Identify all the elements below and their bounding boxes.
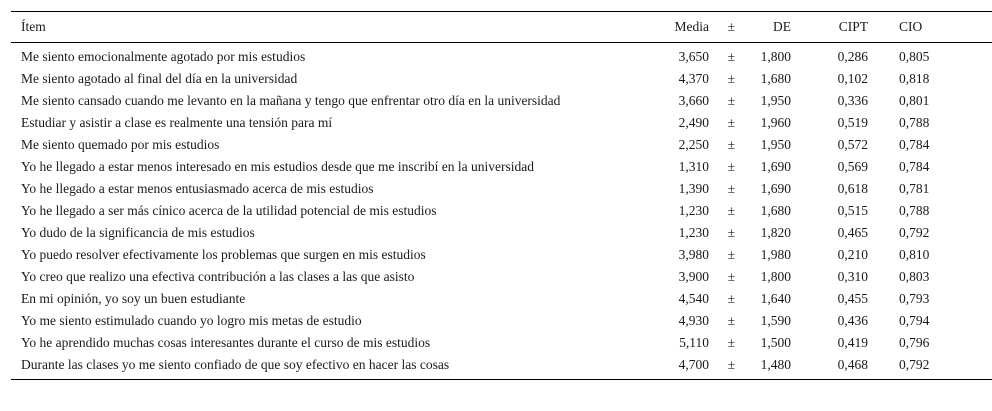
row-cio: 0,803 (899, 269, 930, 284)
table-row (11, 244, 992, 266)
table-header (11, 12, 992, 43)
row-plus-minus: ± (727, 291, 735, 306)
table-row (11, 178, 992, 200)
row-cipt: 0,210 (837, 247, 868, 262)
table-row (11, 68, 992, 90)
row-item: Yo puedo resolver efectivamente los problemas que surgen en mis estudios (21, 247, 426, 262)
header-plus-minus: ± (727, 19, 735, 34)
row-cio: 0,793 (899, 291, 930, 306)
row-plus-minus: ± (727, 335, 735, 350)
row-cio: 0,792 (899, 225, 930, 240)
table-row (11, 112, 992, 134)
row-item: Me siento agotado al final del día en la universidad (21, 71, 298, 86)
row-media: 1,230 (678, 225, 709, 240)
row-plus-minus: ± (727, 203, 735, 218)
table-body (11, 43, 992, 380)
row-media: 4,540 (678, 291, 709, 306)
table-row (11, 354, 992, 380)
row-cio: 0,818 (899, 71, 930, 86)
row-de: 1,950 (760, 93, 791, 108)
header-de: DE (773, 19, 791, 34)
header-cio: CIO (899, 19, 923, 34)
row-plus-minus: ± (727, 71, 735, 86)
row-item: Durante las clases yo me siento confiado de que soy efectivo en hacer las cosas (21, 357, 450, 372)
row-item: Me siento cansado cuando me levanto en la mañana y tengo que enfrentar otro día en la universidad (21, 93, 561, 108)
row-cipt: 0,465 (837, 225, 868, 240)
row-media: 2,250 (678, 137, 709, 152)
row-cio: 0,805 (899, 49, 930, 64)
row-cipt: 0,569 (837, 159, 868, 174)
table-row (11, 310, 992, 332)
row-plus-minus: ± (727, 137, 735, 152)
row-cipt: 0,515 (837, 203, 868, 218)
row-media: 1,310 (678, 159, 709, 174)
row-cio: 0,784 (899, 137, 930, 152)
row-cio: 0,810 (899, 247, 930, 262)
row-de: 1,680 (760, 71, 791, 86)
row-media: 1,230 (678, 203, 709, 218)
row-media: 4,930 (678, 313, 709, 328)
row-cio: 0,801 (899, 93, 930, 108)
row-item: Yo creo que realizo una efectiva contribución a las clases a las que asisto (21, 269, 415, 284)
row-item: Yo me siento estimulado cuando yo logro mis metas de estudio (21, 313, 362, 328)
table-row (11, 222, 992, 244)
header-cipt: CIPT (838, 19, 868, 34)
table-row (11, 332, 992, 354)
row-cio: 0,784 (899, 159, 930, 174)
table-row (11, 43, 992, 69)
row-media: 3,900 (678, 269, 709, 284)
header-media: Media (674, 19, 709, 34)
row-plus-minus: ± (727, 49, 735, 64)
row-cio: 0,796 (899, 335, 930, 350)
row-media: 1,390 (678, 181, 709, 196)
row-de: 1,820 (760, 225, 791, 240)
row-de: 1,690 (760, 159, 791, 174)
header-row (11, 12, 992, 43)
row-item: En mi opinión, yo soy un buen estudiante (21, 291, 246, 306)
row-cipt: 0,519 (837, 115, 868, 130)
row-media: 3,660 (678, 93, 709, 108)
row-item: Yo he llegado a estar menos interesado en mis estudios desde que me inscribí en la universidad (21, 159, 535, 174)
row-media: 5,110 (679, 335, 709, 350)
row-plus-minus: ± (727, 269, 735, 284)
row-de: 1,800 (760, 49, 791, 64)
results-table-container (11, 11, 980, 380)
row-de: 1,500 (760, 335, 791, 350)
row-plus-minus: ± (727, 181, 735, 196)
header-item: Ítem (21, 19, 46, 34)
row-cipt: 0,618 (837, 181, 868, 196)
row-cipt: 0,310 (837, 269, 868, 284)
row-plus-minus: ± (727, 159, 735, 174)
row-plus-minus: ± (727, 313, 735, 328)
row-item: Estudiar y asistir a clase es realmente una tensión para mí (21, 115, 333, 130)
table-row (11, 288, 992, 310)
row-cipt: 0,286 (837, 49, 868, 64)
row-de: 1,800 (760, 269, 791, 284)
row-de: 1,640 (760, 291, 791, 306)
row-cipt: 0,468 (837, 357, 868, 372)
table-row (11, 134, 992, 156)
row-item: Yo dudo de la significancia de mis estudios (21, 225, 255, 240)
row-cipt: 0,102 (837, 71, 868, 86)
row-item: Yo he aprendido muchas cosas interesantes durante el curso de mis estudios (21, 335, 431, 350)
row-cio: 0,781 (899, 181, 930, 196)
row-cipt: 0,436 (837, 313, 868, 328)
row-item: Yo he llegado a ser más cínico acerca de la utilidad potencial de mis estudios (21, 203, 437, 218)
row-plus-minus: ± (727, 93, 735, 108)
table-row (11, 200, 992, 222)
row-media: 3,980 (678, 247, 709, 262)
row-de: 1,950 (760, 137, 791, 152)
row-plus-minus: ± (727, 357, 735, 372)
table-row (11, 90, 992, 112)
row-de: 1,680 (760, 203, 791, 218)
row-cio: 0,788 (899, 203, 930, 218)
table-row (11, 156, 992, 178)
row-cio: 0,792 (899, 357, 930, 372)
row-item: Me siento quemado por mis estudios (21, 137, 220, 152)
row-cipt: 0,336 (837, 93, 868, 108)
row-media: 2,490 (678, 115, 709, 130)
row-de: 1,480 (760, 357, 791, 372)
table-row (11, 266, 992, 288)
row-plus-minus: ± (727, 115, 735, 130)
row-de: 1,590 (760, 313, 791, 328)
row-item: Yo he llegado a estar menos entusiasmado acerca de mis estudios (21, 181, 374, 196)
row-de: 1,980 (760, 247, 791, 262)
row-media: 4,700 (678, 357, 709, 372)
row-cio: 0,794 (899, 313, 930, 328)
row-media: 3,650 (678, 49, 709, 64)
row-de: 1,690 (760, 181, 791, 196)
row-plus-minus: ± (727, 225, 735, 240)
row-cipt: 0,455 (837, 291, 868, 306)
row-cio: 0,788 (899, 115, 930, 130)
results-table (11, 11, 992, 380)
row-cipt: 0,419 (837, 335, 868, 350)
row-item: Me siento emocionalmente agotado por mis estudios (21, 49, 306, 64)
row-de: 1,960 (760, 115, 791, 130)
row-cipt: 0,572 (837, 137, 868, 152)
row-plus-minus: ± (727, 247, 735, 262)
row-media: 4,370 (678, 71, 709, 86)
